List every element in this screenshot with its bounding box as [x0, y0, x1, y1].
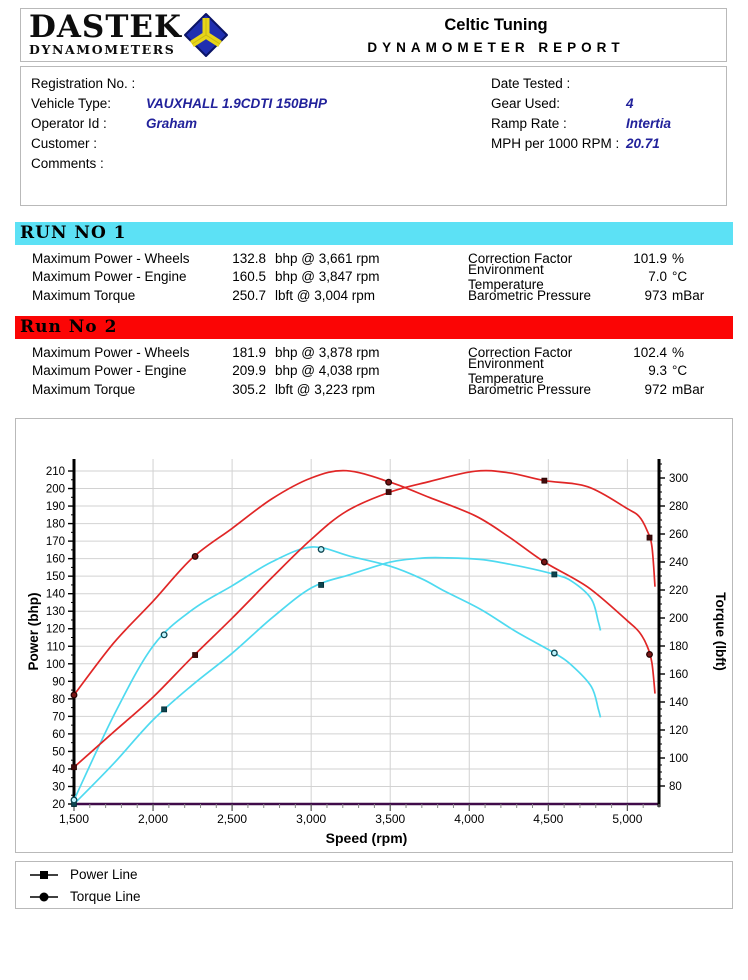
env-row	[468, 355, 716, 386]
svg-text:120: 120	[45, 623, 65, 636]
svg-text:5,000: 5,000	[612, 812, 643, 826]
svg-text:4,000: 4,000	[454, 812, 485, 826]
stat-unit: bhp @ 3,878 rpm	[275, 344, 380, 360]
legend-label: Power Line	[70, 867, 138, 882]
info-value: Graham	[146, 115, 198, 131]
svg-text:160: 160	[669, 669, 689, 681]
svg-text:240: 240	[669, 557, 689, 569]
svg-text:200: 200	[669, 613, 689, 625]
svg-text:30: 30	[52, 781, 65, 794]
svg-text:140: 140	[45, 588, 65, 601]
svg-text:80: 80	[669, 781, 682, 793]
info-row	[491, 73, 721, 93]
svg-text:20: 20	[52, 799, 65, 811]
info-label: Comments :	[31, 155, 104, 171]
env-label: Barometric Pressure	[468, 381, 592, 397]
env-value: 972	[644, 381, 667, 397]
svg-text:180: 180	[45, 518, 65, 531]
stat-unit: bhp @ 3,661 rpm	[275, 250, 380, 266]
run-2-environment	[468, 343, 716, 399]
svg-text:70: 70	[52, 711, 65, 724]
svg-text:100: 100	[669, 753, 689, 765]
svg-text:90: 90	[52, 676, 65, 689]
svg-text:210: 210	[45, 466, 65, 479]
stat-unit: lbft @ 3,004 rpm	[275, 287, 375, 303]
svg-text:110: 110	[46, 641, 65, 654]
env-row	[468, 380, 716, 399]
dyno-chart	[16, 419, 732, 852]
stat-unit: lbft @ 3,223 rpm	[275, 381, 375, 397]
svg-text:1,500: 1,500	[58, 812, 90, 826]
env-unit: °C	[672, 363, 688, 379]
svg-text:260: 260	[669, 529, 689, 541]
stat-label: Maximum Power - Wheels	[32, 344, 190, 360]
env-row	[468, 261, 716, 292]
svg-text:2,500: 2,500	[217, 812, 248, 826]
env-value: 9.3	[648, 363, 667, 379]
stat-unit: bhp @ 4,038 rpm	[275, 363, 380, 379]
info-row	[491, 133, 721, 153]
svg-text:160: 160	[45, 553, 65, 566]
info-label: Customer :	[31, 135, 98, 151]
info-value: 4	[626, 95, 634, 111]
run-1-title-bar	[15, 222, 733, 245]
env-value: 7.0	[648, 269, 667, 285]
svg-text:40: 40	[52, 763, 65, 776]
info-value: Intertia	[626, 115, 672, 131]
env-unit: °C	[672, 269, 688, 285]
info-label: Operator Id :	[31, 115, 107, 131]
legend-power-marker-icon	[30, 869, 58, 881]
run-1-stats	[32, 249, 452, 305]
env-unit: %	[672, 344, 685, 360]
svg-text:Power (bhp): Power (bhp)	[26, 592, 41, 671]
run-2-stats	[32, 343, 452, 399]
info-row	[31, 93, 471, 113]
env-unit: %	[672, 250, 685, 266]
svg-text:200: 200	[45, 483, 65, 496]
legend-row	[30, 887, 732, 906]
stat-row	[32, 380, 452, 399]
env-value: 973	[644, 287, 667, 303]
stat-value: 181.9	[232, 344, 266, 360]
env-unit: mBar	[672, 381, 705, 397]
svg-text:300: 300	[669, 473, 689, 485]
svg-text:170: 170	[45, 536, 65, 549]
run-2-title: Run No 2	[20, 317, 118, 337]
info-column-left	[31, 73, 471, 173]
svg-text:60: 60	[52, 728, 65, 741]
info-row	[31, 153, 471, 173]
info-label: Date Tested :	[491, 75, 571, 91]
stat-row	[32, 268, 452, 287]
svg-text:140: 140	[669, 697, 689, 709]
svg-text:80: 80	[52, 693, 65, 706]
dastek-cube-icon	[183, 12, 229, 58]
stat-label: Maximum Power - Wheels	[32, 250, 190, 266]
info-value: 20.71	[626, 135, 660, 151]
info-label: Registration No. :	[31, 75, 136, 91]
svg-text:280: 280	[669, 501, 689, 513]
svg-text:3,000: 3,000	[296, 812, 327, 826]
run-1-environment	[468, 249, 716, 305]
stat-label: Maximum Torque	[32, 381, 136, 397]
svg-text:150: 150	[45, 571, 65, 584]
svg-text:3,500: 3,500	[375, 812, 406, 826]
info-label: Ramp Rate :	[491, 115, 567, 131]
stat-row	[32, 362, 452, 381]
run-2-title-bar	[15, 316, 733, 339]
info-row	[31, 73, 471, 93]
stat-row	[32, 286, 452, 305]
svg-text:Speed (rpm): Speed (rpm)	[325, 830, 408, 846]
title-block	[271, 16, 721, 55]
svg-text:120: 120	[669, 725, 689, 737]
info-label: MPH per 1000 RPM :	[491, 135, 620, 151]
info-label: Gear Used:	[491, 95, 561, 111]
svg-text:2,000: 2,000	[138, 812, 169, 826]
brand-name: DASTEK	[29, 9, 182, 45]
report-title: Celtic Tuning	[444, 16, 548, 34]
svg-text:50: 50	[52, 746, 65, 759]
stat-row	[32, 249, 452, 268]
stat-unit: bhp @ 3,847 rpm	[275, 269, 380, 285]
env-label: Environment Temperature	[468, 355, 544, 386]
info-box	[20, 66, 727, 206]
info-row	[31, 133, 471, 153]
run-1-title: RUN NO 1	[20, 223, 127, 243]
env-label: Environment Temperature	[468, 261, 544, 292]
info-column-right	[491, 73, 721, 153]
env-value: 102.4	[633, 344, 667, 360]
brand-subtitle: DYNAMOMETERS	[29, 42, 176, 57]
env-label: Correction Factor	[468, 250, 573, 266]
env-value: 101.9	[633, 250, 667, 266]
stat-value: 209.9	[232, 363, 266, 379]
stat-label: Maximum Power - Engine	[32, 363, 187, 379]
info-row	[491, 113, 721, 133]
info-row	[31, 113, 471, 133]
env-unit: mBar	[672, 287, 705, 303]
legend-label: Torque Line	[70, 889, 141, 904]
info-row	[491, 93, 721, 113]
legend-box	[15, 861, 733, 909]
report-subtitle: DYNAMOMETER REPORT	[367, 40, 625, 55]
info-label: Vehicle Type:	[31, 95, 112, 111]
stat-value: 250.7	[232, 287, 266, 303]
stat-row	[32, 343, 452, 362]
stat-value: 160.5	[232, 269, 266, 285]
stat-value: 132.8	[232, 250, 266, 266]
svg-text:220: 220	[669, 585, 689, 597]
stat-label: Maximum Power - Engine	[32, 269, 187, 285]
stat-label: Maximum Torque	[32, 287, 136, 303]
env-row	[468, 286, 716, 305]
svg-text:100: 100	[45, 658, 65, 671]
svg-text:4,500: 4,500	[533, 812, 564, 826]
legend-torque-marker-icon	[30, 891, 58, 903]
dastek-logo	[29, 9, 182, 57]
stat-value: 305.2	[232, 381, 266, 397]
chart-box	[15, 418, 733, 853]
svg-text:180: 180	[669, 641, 689, 653]
svg-text:130: 130	[45, 606, 65, 619]
svg-text:190: 190	[45, 501, 65, 514]
env-label: Correction Factor	[468, 344, 573, 360]
legend-row	[30, 865, 732, 884]
info-value: VAUXHALL 1.9CDTI 150BHP	[146, 95, 328, 111]
env-label: Barometric Pressure	[468, 287, 592, 303]
svg-text:Torque (lbft): Torque (lbft)	[713, 592, 728, 671]
header-box	[20, 8, 727, 62]
